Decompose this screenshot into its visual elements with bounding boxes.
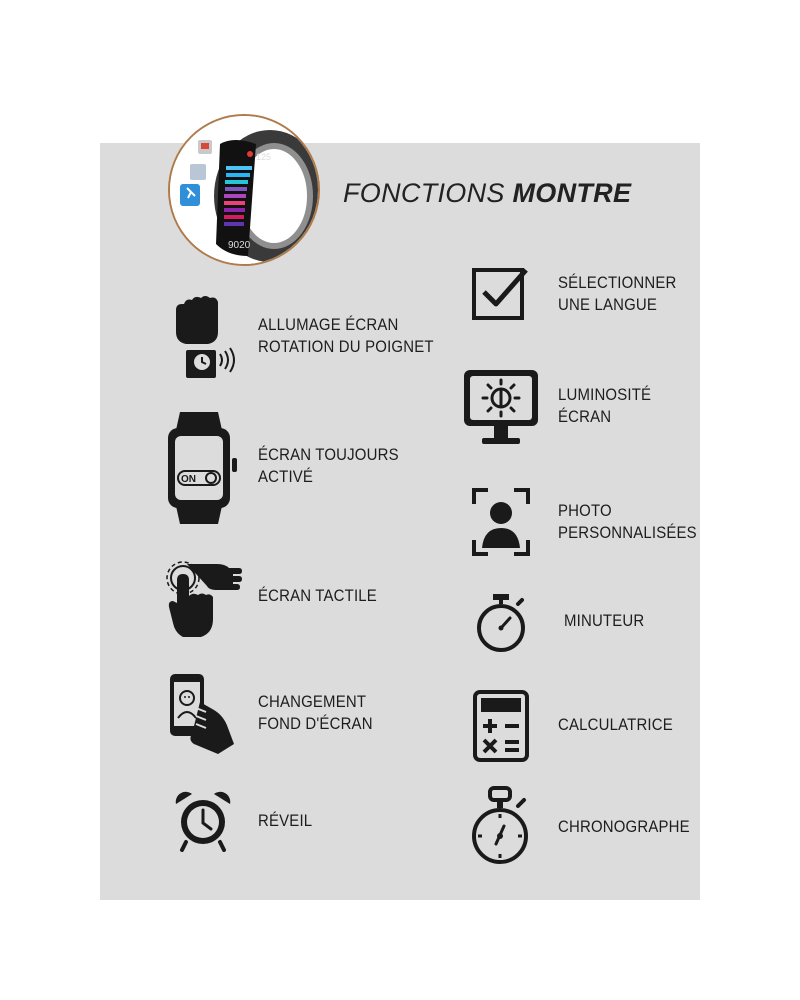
feature-label-brightness: LUMINOSITÉ ÉCRAN: [558, 385, 652, 426]
feature-label-calculator: CALCULATRICE: [558, 715, 673, 734]
feature-label-always-on: ÉCRAN TOUJOURS ACTIVÉ: [258, 445, 399, 486]
feature-label-timer: MINUTEUR: [564, 611, 645, 630]
touch-screen-icon: [163, 558, 243, 643]
svg-text:9020: 9020: [228, 240, 251, 251]
product-thumbnail: [168, 114, 320, 266]
timer-icon: [474, 592, 528, 659]
feature-label-language: SÉLECTIONNER UNE LANGUE: [558, 273, 677, 314]
feature-label-chronograph: CHRONOGRAPHE: [558, 817, 690, 836]
svg-text:ON: ON: [181, 474, 196, 485]
stopwatch-icon: [470, 786, 530, 873]
svg-text:125: 125: [256, 152, 272, 162]
smartwatch-on-icon: [164, 408, 240, 533]
feature-label-alarm: RÉVEIL: [258, 811, 313, 830]
custom-photo-icon: [470, 486, 532, 563]
phone-wallpaper-icon: [166, 672, 238, 761]
feature-label-wrist: ALLUMAGE ÉCRAN ROTATION DU POIGNET: [258, 315, 434, 356]
calculator-icon: [473, 690, 529, 767]
feature-label-photo: PHOTO PERSONNALISÉES: [558, 501, 697, 542]
page-title: FONCTIONS MONTRE: [343, 178, 632, 208]
checkbox-icon: [470, 266, 532, 327]
feature-label-wallpaper: CHANGEMENT FOND D'ÉCRAN: [258, 692, 373, 733]
wrist-rotation-icon: [168, 296, 236, 385]
smart-band-image: [170, 116, 320, 266]
brightness-monitor-icon: [462, 368, 540, 453]
feature-label-touch: ÉCRAN TACTILE: [258, 586, 377, 605]
alarm-clock-icon: [174, 790, 232, 857]
